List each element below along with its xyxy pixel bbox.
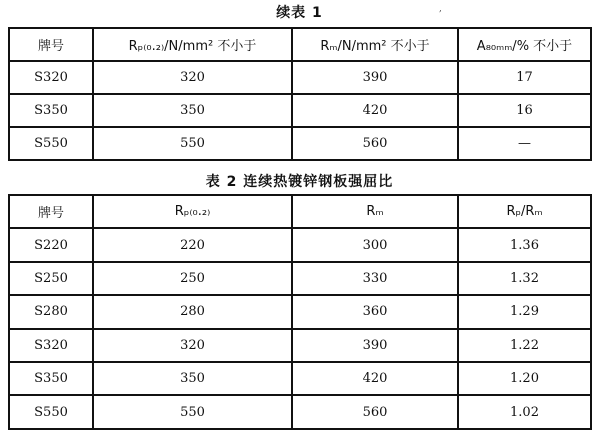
cell-rm: 390 bbox=[292, 329, 458, 362]
cell-rm: 300 bbox=[292, 228, 458, 261]
table-row bbox=[9, 228, 591, 261]
cell-rm: 420 bbox=[292, 94, 458, 127]
table-2 bbox=[8, 194, 592, 430]
cell-rp02: 350 bbox=[93, 362, 292, 395]
cell-ratio: 1.02 bbox=[458, 395, 591, 428]
cell-grade: S280 bbox=[9, 295, 93, 328]
cell-rp02: 320 bbox=[93, 61, 292, 94]
cell-rp02: 550 bbox=[93, 127, 292, 160]
table-row bbox=[9, 395, 591, 428]
table2-caption: 表 2 连续热镀锌钢板强屈比 bbox=[205, 174, 394, 190]
table-row bbox=[9, 295, 591, 328]
cell-grade: S550 bbox=[9, 395, 93, 428]
cell-rm: 420 bbox=[292, 362, 458, 395]
cell-rp02: 550 bbox=[93, 395, 292, 428]
cell-grade: S320 bbox=[9, 329, 93, 362]
stray-mark: , bbox=[439, 4, 442, 14]
header-rp02: Rₚ₍₀.₂₎/N/mm² 不小于 bbox=[93, 28, 292, 61]
cell-rp02: 280 bbox=[93, 295, 292, 328]
cell-ratio: 1.22 bbox=[458, 329, 591, 362]
table1-caption: 续表 1 bbox=[276, 5, 323, 21]
cell-rm: 330 bbox=[292, 262, 458, 295]
cell-grade: S550 bbox=[9, 127, 93, 160]
table-header-row bbox=[9, 28, 591, 61]
header-ratio: Rₚ/Rₘ bbox=[458, 195, 591, 228]
table-header-row bbox=[9, 195, 591, 228]
header-rm: Rₘ/N/mm² 不小于 bbox=[292, 28, 458, 61]
cell-grade: S220 bbox=[9, 228, 93, 261]
table-1 bbox=[8, 27, 592, 161]
cell-rm: 390 bbox=[292, 61, 458, 94]
cell-rm: 360 bbox=[292, 295, 458, 328]
header-elongation: A₈₀ₘₘ/% 不小于 bbox=[458, 28, 591, 61]
header-rp02: Rₚ₍₀.₂₎ bbox=[93, 195, 292, 228]
cell-grade: S250 bbox=[9, 262, 93, 295]
cell-grade: S320 bbox=[9, 61, 93, 94]
cell-rp02: 220 bbox=[93, 228, 292, 261]
cell-grade: S350 bbox=[9, 362, 93, 395]
cell-elongation: — bbox=[458, 127, 591, 160]
cell-rp02: 250 bbox=[93, 262, 292, 295]
cell-rm: 560 bbox=[292, 395, 458, 428]
header-grade: 牌号 bbox=[9, 28, 93, 61]
table-row bbox=[9, 329, 591, 362]
cell-ratio: 1.29 bbox=[458, 295, 591, 328]
cell-grade: S350 bbox=[9, 94, 93, 127]
header-rm: Rₘ bbox=[292, 195, 458, 228]
cell-ratio: 1.20 bbox=[458, 362, 591, 395]
table-row bbox=[9, 362, 591, 395]
cell-rm: 560 bbox=[292, 127, 458, 160]
cell-rp02: 350 bbox=[93, 94, 292, 127]
table-row bbox=[9, 262, 591, 295]
table-row bbox=[9, 127, 591, 160]
cell-ratio: 1.36 bbox=[458, 228, 591, 261]
cell-elongation: 16 bbox=[458, 94, 591, 127]
table-row bbox=[9, 94, 591, 127]
cell-ratio: 1.32 bbox=[458, 262, 591, 295]
header-grade: 牌号 bbox=[9, 195, 93, 228]
table-row bbox=[9, 61, 591, 94]
cell-elongation: 17 bbox=[458, 61, 591, 94]
cell-rp02: 320 bbox=[93, 329, 292, 362]
